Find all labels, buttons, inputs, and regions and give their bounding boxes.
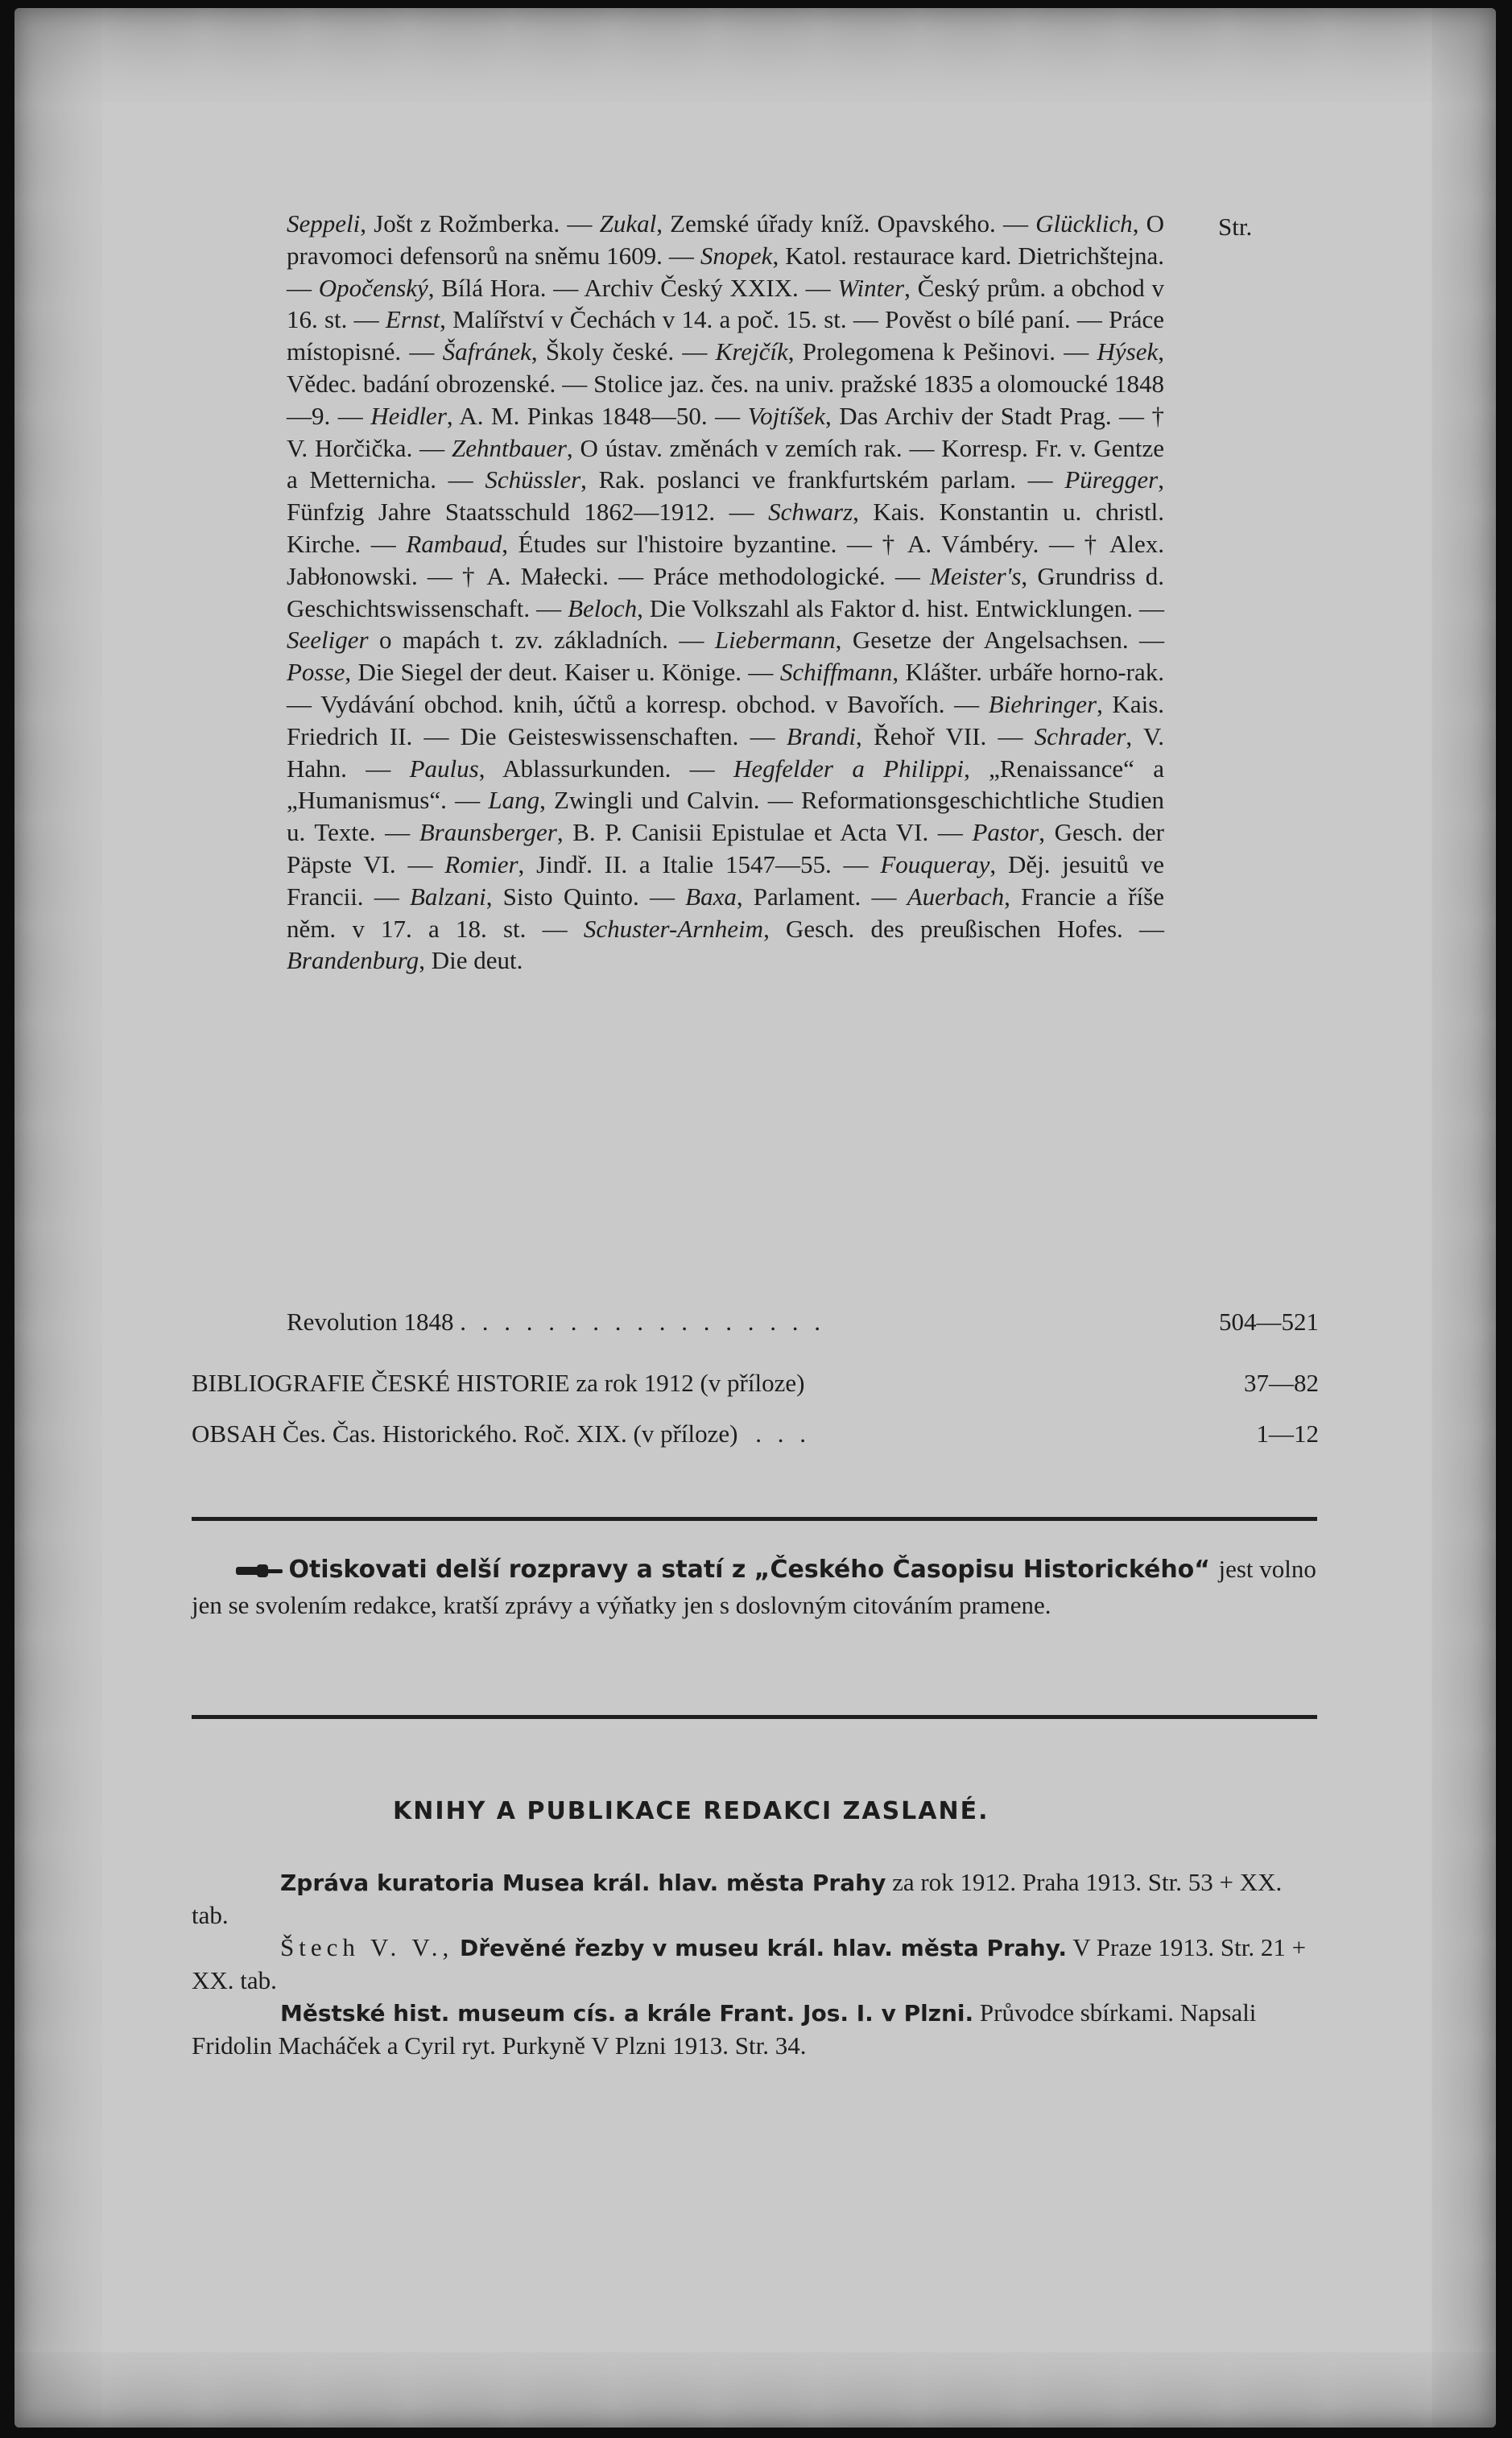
toc-row-pages: 37—82 (1244, 1369, 1319, 1397)
entry-text: , „Renaissance“ a „Humanismus“. — (287, 754, 1164, 815)
pointing-hand-icon (236, 1561, 284, 1581)
entry-text: , Fünfzig Jahre Staatsschuld 1862—1912. — (287, 465, 1164, 527)
author-name: Snopek (700, 241, 773, 270)
entry-text: , Jindř. II. a Italie 1547—55. — (518, 849, 881, 878)
book-title: Zpráva kuratoria Musea král. hlav. města Prahy (280, 1870, 886, 1896)
toc-row-title: BIBLIOGRAFIE ČESKÉ HISTORIE za rok 1912 (v příloze) (192, 1369, 805, 1397)
reprint-notice (192, 1552, 1319, 1624)
author-name: Brandi (786, 721, 857, 750)
author-name: Seeliger (287, 626, 369, 655)
entry-text: , Ablassurkunden. — (478, 754, 734, 783)
entry-text: , A. M. Pinkas 1848—50. — (446, 401, 748, 430)
books-list (192, 1866, 1319, 2062)
author-name: Schrader (1034, 721, 1126, 750)
author-name: Vojtíšek (747, 401, 826, 430)
author-name: Meister's (930, 561, 1022, 590)
author-name: Schiffmann (779, 658, 893, 687)
entry-text: , Sisto Quinto. — (485, 882, 686, 911)
entry-text: , Gesch. der Päpste VI. — (287, 818, 1165, 878)
book-details: za rok 1912. Praha 1913. Str. 53 + XX. tab. (192, 1868, 1283, 1929)
entry-text: , Die Volkszahl als Faktor d. hist. Entwicklungen. — (637, 593, 1164, 622)
notice-indent (192, 1552, 280, 1588)
entry-text: , Řehoř VII. — (856, 721, 1035, 750)
entry-text: , Děj. jesuitů ve Francii. — (287, 849, 1164, 911)
entry-text: , Vědec. badání obrozenské. — Stolice jaz. čes. na univ. pražské 1835 a olomoucké 1848—9. — (287, 337, 1164, 430)
author-name: Opočenský (318, 273, 428, 302)
author-name: Šafránek (442, 337, 531, 366)
author-name: Lang (488, 786, 540, 815)
notice-bold-text: Otiskovati delší rozpravy a statí z „Českého Časopisu Historického“ (288, 1556, 1211, 1584)
divider-rule (192, 1517, 1317, 1521)
toc-row-title (192, 1419, 811, 1448)
books-heading: KNIHY A PUBLIKACE REDAKCI ZASLANÉ. (393, 1797, 989, 1825)
entry-text: , Das Archiv der Stadt Prag. — † V. Horčička. — (287, 401, 1165, 462)
author-name: Posse (287, 658, 345, 687)
book-entry (192, 1997, 1319, 2062)
entry-text: , Kais. Friedrich II. — Die Geisteswissenschaften. — (287, 689, 1165, 750)
entry-text: , O pravomoci defensorů na sněmu 1609. — (287, 209, 1165, 270)
entry-text: , Zwingli und Calvin. — Reformationsgeschichtliche Studien u. Texte. — (287, 786, 1164, 847)
author-name: Zehntbauer (451, 433, 567, 462)
toc-leader: . . . . . . . . . . . . . . . . . (460, 1308, 826, 1336)
author-name: Pastor (972, 818, 1039, 847)
entry-text: , Prolegomena k Pešinovi. — (787, 337, 1097, 366)
book-details: Průvodce sbírkami. Napsali Fridolin Macháček a Cyril ryt. Purkyně V Plzni 1913. Str. 34. (192, 1998, 1257, 2060)
toc-leader: . . . (755, 1419, 811, 1448)
entry-text: , B. P. Canisii Epistulae et Acta VI. — (556, 818, 973, 847)
entry-text: , Gesch. des preußischen Hofes. — (763, 914, 1164, 943)
entry-text: , Die Siegel der deut. Kaiser u. Könige. — (345, 658, 780, 687)
toc-title-text: OBSAH Čes. Čas. Historického. Roč. XIX. (v příloze) (192, 1419, 738, 1448)
author-name: Braunsberger (419, 818, 557, 847)
book-author: Štech V. V., (280, 1933, 454, 1961)
page-column-label: Str. (1218, 213, 1253, 241)
author-name: Beloch (568, 593, 638, 622)
author-name: Krejčík (715, 337, 788, 366)
entry-text: , Die deut. (419, 946, 523, 975)
author-name: Liebermann (714, 626, 836, 655)
author-name: Hýsek (1097, 337, 1159, 366)
author-name: Ernst (385, 305, 440, 334)
entry-text: , Katol. restaurace kard. Dietrichštejna. — (287, 241, 1164, 302)
author-name: Rambaud (406, 529, 502, 558)
toc-main-entry (287, 208, 1164, 977)
entry-text: , O ústav. změnách v zemích rak. — Korresp. Fr. v. Gentze a Metternicha. — (287, 433, 1164, 494)
entry-text: , Školy české. — (531, 337, 716, 366)
author-name: Glücklich (1035, 209, 1133, 238)
toc-title-text: Revolution 1848 (287, 1308, 454, 1336)
author-name: Heidler (370, 401, 447, 430)
author-name: Auerbach (907, 882, 1005, 911)
entry-text: , Klášter. urbáře horno-rak. — Vydávání obchod. knih, účtů a korresp. obchod. v Bavořích. — (287, 658, 1164, 718)
entry-text: o mapách t. zv. základních. — (368, 626, 715, 655)
author-name: Zukal (599, 209, 657, 238)
notice-text: jest volno jen se svolením redakce, kratší zprávy a výňatky jen s doslovným citováním pramene. (192, 1555, 1316, 1619)
entry-text: , Zemské úřady kníž. Opavského. — (656, 209, 1036, 238)
entry-text: , Jošt z Rožmberka. — (360, 209, 600, 238)
entry-text: , Bílá Hora. — Archiv Český XXIX. — (428, 273, 838, 302)
author-name: Fouqueray (880, 849, 990, 878)
author-name: Schuster-Arnheim (583, 914, 764, 943)
entry-text: , V. Hahn. — (287, 721, 1164, 783)
author-name: Balzani (409, 882, 486, 911)
document-page (14, 8, 1496, 2428)
author-name: Seppeli (287, 209, 361, 238)
entry-text: , Český prům. a obchod v 16. st. — (287, 273, 1164, 334)
entry-text: , Études sur l'histoire byzantine. — † A. Vámbéry. — † Alex. Jabłonowski. — † A. Małecki. — Práce methodologické. — (287, 529, 1164, 590)
author-name: Winter (837, 273, 905, 302)
author-name: Hegfelder a Philippi (733, 754, 965, 783)
entry-text: , Kais. Konstantin u. christl. Kirche. — (287, 498, 1165, 558)
author-name: Püregger (1064, 465, 1159, 494)
author-name: Schüssler (485, 465, 581, 494)
author-name: Brandenburg (287, 946, 419, 975)
book-details: V Praze 1913. Str. 21 + XX. tab. (192, 1933, 1307, 1994)
author-name: Paulus (409, 754, 479, 783)
author-name: Baxa (685, 882, 737, 911)
toc-row-pages: 504—521 (1219, 1308, 1319, 1336)
entry-text: , Parlament. — (736, 882, 907, 911)
entry-text: , Rak. poslanci ve frankfurtském parlam. — (580, 465, 1065, 494)
entry-text: , Francie a říše něm. v 17. a 18. st. — (287, 882, 1164, 943)
toc-row-title (287, 1308, 825, 1337)
entry-text: , Grundriss d. Geschichtswissenschaft. — (287, 561, 1164, 622)
entry-text: , Gesetze der Angelsachsen. — (835, 626, 1164, 655)
toc-row-pages: 1—12 (1256, 1419, 1319, 1448)
book-title: Dřevěné řezby v museu král. hlav. města Prahy. (460, 1935, 1068, 1961)
author-name: Biehringer (988, 689, 1097, 718)
book-entry (192, 1932, 1319, 1997)
author-name: Romier (444, 849, 518, 878)
divider-rule (192, 1715, 1317, 1719)
book-entry (192, 1866, 1319, 1932)
book-title: Městské hist. museum cís. a krále Frant. Jos. I. v Plzni. (280, 2000, 974, 2027)
author-name: Schwarz (768, 498, 853, 527)
entry-text: , Malířství v Čechách v 14. a poč. 15. st. — Pověst o bílé paní. — Práce místopisné. — (287, 305, 1164, 366)
